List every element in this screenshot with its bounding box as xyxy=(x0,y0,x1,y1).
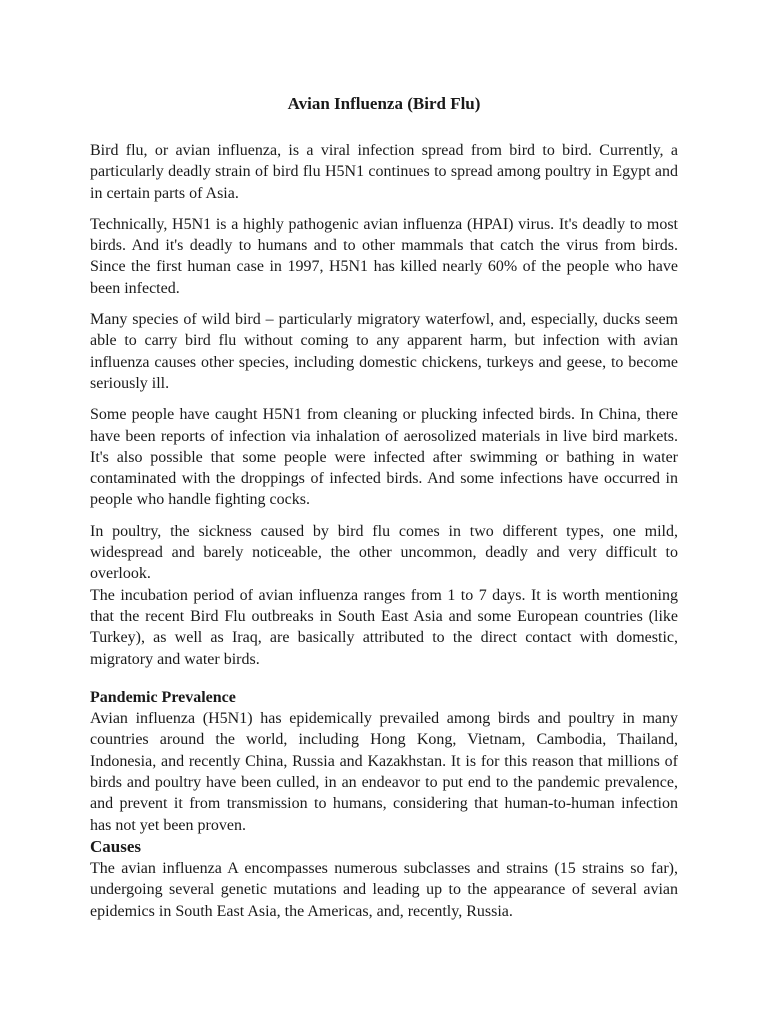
paragraph-transmission: Some people have caught H5N1 from cleaning or plucking infected birds. In China, there have been reports of infection via inhalation of aerosolized materials in live bird markets. It's also possible that some people were infected after swimming or bathing in water contaminated with the droppings of infected birds. And some infections have occurred in people who handle fighting cocks. xyxy=(90,406,678,509)
paragraph-h5n1: Technically, H5N1 is a highly pathogenic avian influenza (HPAI) virus. It's deadly to most birds. And it's deadly to humans and to other mammals that catch the virus from birds. Since the first human case in 1997, H5N1 has killed nearly 60% of the people who have been infected. xyxy=(90,215,678,297)
document-page xyxy=(90,92,678,922)
paragraph-poultry: In poultry, the sickness caused by bird flu comes in two different types, one mild, widespread and barely noticeable, the other uncommon, deadly and very difficult to overlook. xyxy=(90,522,678,583)
pandemic-text: Avian influenza (H5N1) has epidemically prevailed among birds and poultry in many countries around the world, including Hong Kong, Vietnam, Cambodia, Thailand, Indonesia, and recently China, Russia and Kazakhstan. It is for this reason that millions of birds and poultry have been culled, in an endeavor to put end to the pandemic prevalence, and prevent it from transmission to humans, considering that human-to-human infection has not yet been proven. xyxy=(90,710,678,834)
causes-text: The avian influenza A encompasses numerous subclasses and strains (15 strains so far), undergoing several genetic mutations and leading up to the appearance of several avian epidemics in South East Asia, the Americas, and, recently, Russia. xyxy=(90,859,678,920)
paragraph-intro: Bird flu, or avian influenza, is a viral infection spread from bird to bird. Currently, a particularly deadly strain of bird flu H5N1 continues to spread among poultry in Egypt and in certain parts of Asia. xyxy=(90,142,678,202)
causes-heading: Causes xyxy=(90,836,142,856)
paragraph-wild-birds: Many species of wild bird – particularly migratory waterfowl, and, especially, ducks seem able to carry bird flu without coming to any apparent harm, but infection with avian influenza causes other species, including domestic chickens, turkeys and geese, to become seriously ill. xyxy=(90,311,678,392)
paragraph-incubation: The incubation period of avian influenza ranges from 1 to 7 days. It is worth mentioning that the recent Bird Flu outbreaks in South East Asia and some European countries (like Turkey), as well as Iraq, are basically attributed to the direct contact with domestic, migratory and water birds. xyxy=(90,586,678,668)
pandemic-heading: Pandemic Prevalence xyxy=(90,688,236,706)
document-title: Avian Influenza (Bird Flu) xyxy=(287,94,481,113)
